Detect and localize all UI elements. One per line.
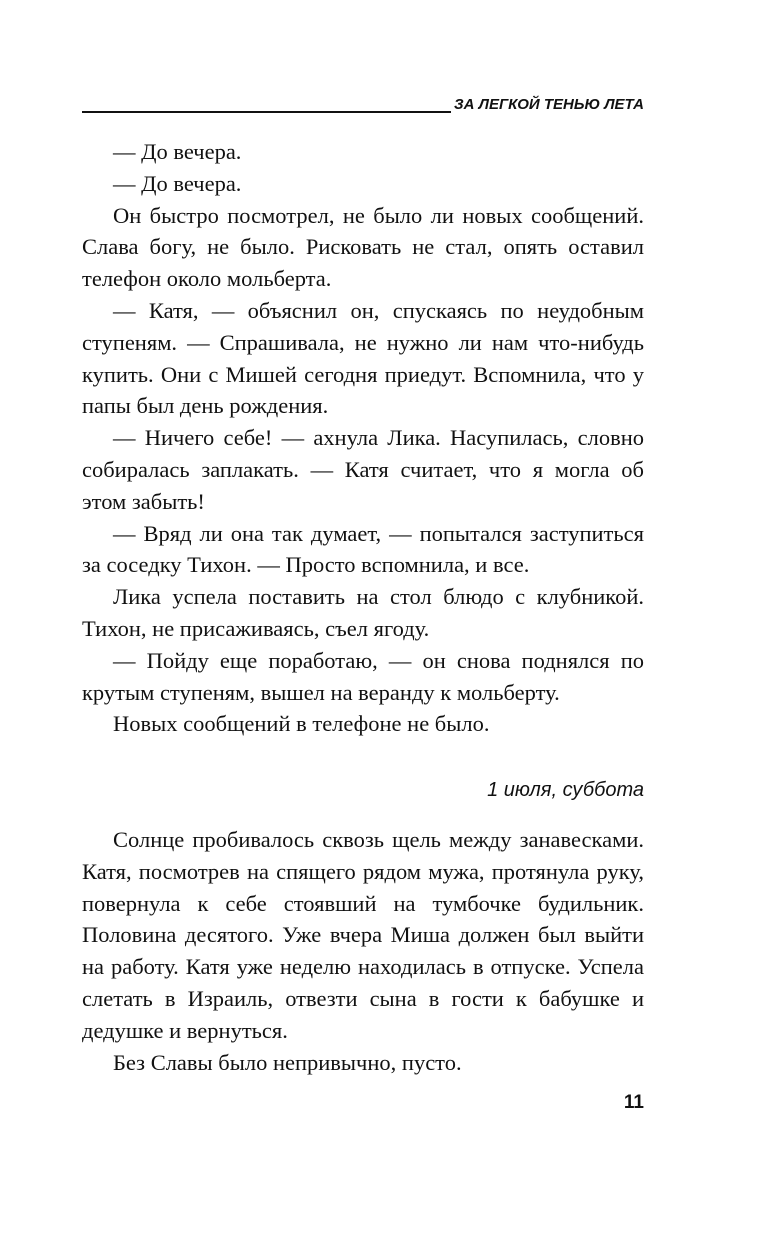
paragraph: Без Славы было непривычно, пусто. bbox=[113, 1049, 462, 1075]
paragraph: Лика успела поставить на стол блюдо с клубникой. Тихон, не присаживаясь, съел ягоду. bbox=[82, 584, 644, 641]
paragraph: — Катя, — объяснил он, спускаясь по неудобным ступеням. — Спрашивала, не нужно ли нам что-нибудь купить. Они с Мишей сегодня приедут. Вспомнила, что у папы был день рождения. bbox=[82, 297, 644, 419]
paragraph: — Вряд ли она так думает, — попытался заступиться за соседку Тихон. — Просто вспомнила, и все. bbox=[82, 520, 644, 578]
paragraph: — До вечера. bbox=[113, 170, 242, 196]
page-number: 11 bbox=[623, 1092, 644, 1113]
header-rule bbox=[82, 111, 451, 113]
paragraph: Солнце пробивалось сквозь щель между занавесками. Катя, посмотрев на спящего рядом мужа, протянула руку, повернула к себе стоявший на тумбочке будильник. Половина десятого. Уже вчера Миша должен был выйти на работу. Катя уже неделю находилась в отпуске. Успела слетать в Израиль, отвезти сына в гости к бабушке и дедушке и вернуться. bbox=[82, 827, 644, 1043]
paragraph: — Ничего себе! — ахнула Лика. Насупилась, словно собиралась заплакать. — Катя считает, что я могла об этом забыть! bbox=[82, 425, 644, 514]
text-block-main bbox=[82, 136, 644, 740]
section-date-heading: 1 июля, суббота bbox=[487, 779, 644, 801]
paragraph: — До вечера. bbox=[113, 139, 242, 164]
paragraph: Он быстро посмотрел, не было ли новых сообщений. Слава богу, не было. Рисковать не стал, опять оставил телефон около мольберта. bbox=[82, 202, 644, 292]
running-title: ЗА ЛЕГКОЙ ТЕНЬЮ ЛЕТА bbox=[454, 96, 644, 113]
running-header bbox=[82, 94, 644, 116]
paragraph: Новых сообщений в телефоне не было. bbox=[113, 711, 490, 737]
paragraph: — Пойду еще поработаю, — он снова поднялся по крутым ступеням, вышел на веранду к мольберту. bbox=[82, 647, 644, 705]
text-block-section bbox=[82, 824, 644, 1078]
